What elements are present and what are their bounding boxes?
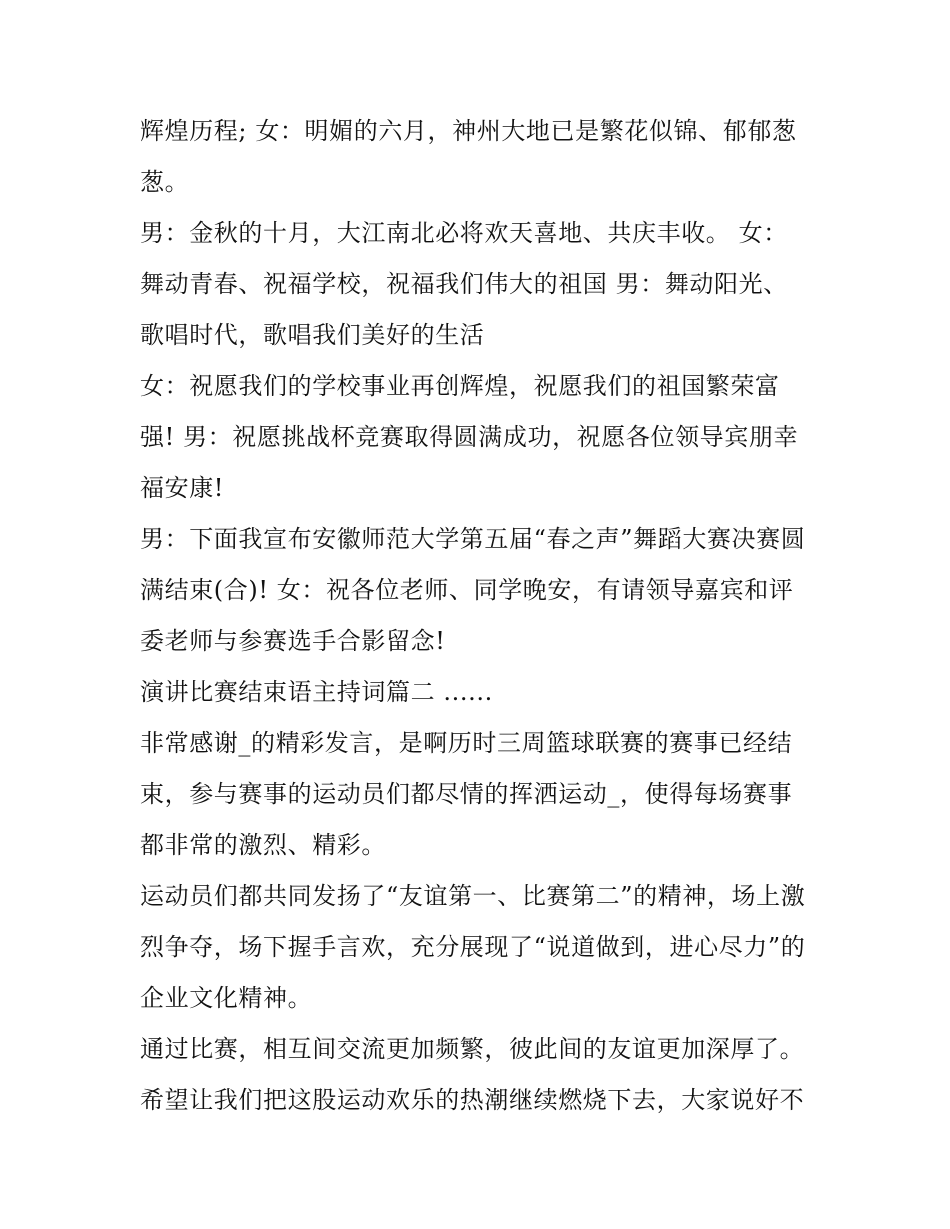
text-line: 通过比赛，相互间交流更加频繁，彼此间的友谊更加深厚了。 [140, 1035, 805, 1063]
text-line: 满结束(合)! 女：祝各位老师、同学晚安，有请领导嘉宾和评 [140, 576, 794, 604]
text-line: 歌唱时代，歌唱我们美好的生活 [140, 321, 485, 349]
text-line: 企业文化精神。 [140, 984, 313, 1012]
text-line: 女：祝愿我们的学校事业再创辉煌，祝愿我们的祖国繁荣富 [140, 372, 780, 400]
text-line: 舞动青春、祝福学校，祝福我们伟大的祖国 男：舞动阳光、 [140, 270, 788, 298]
text-line: 葱。 [140, 168, 190, 196]
document-body [140, 106, 830, 1126]
text-line: 希望让我们把这股运动欢乐的热潮继续燃烧下去，大家说好不 [140, 1086, 805, 1114]
text-line: 辉煌历程; 女：明媚的六月，神州大地已是繁花似锦、郁郁葱 [140, 117, 797, 145]
text-line: 束，参与赛事的运动员们都尽情的挥洒运动_，使得每场赛事 [140, 780, 793, 808]
text-line: 福安康! [140, 474, 225, 502]
text-line: 强! 男：祝愿挑战杯竞赛取得圆满成功，祝愿各位领导宾朋幸 [140, 423, 799, 451]
text-line: 运动员们都共同发扬了“友谊第一、比赛第二”的精神，场上激 [140, 882, 806, 910]
text-line: 烈争夺，场下握手言欢，充分展现了“说道做到，进心尽力”的 [140, 933, 806, 961]
text-line: 委老师与参赛选手合影留念! [140, 627, 446, 655]
text-line: 都非常的激烈、精彩。 [140, 831, 386, 859]
section-heading: 演讲比赛结束语主持词篇二 ...... [140, 678, 493, 706]
text-line: 男：下面我宣布安徽师范大学第五届“春之声”舞蹈大赛决赛圆 [140, 525, 806, 553]
text-line: 非常感谢_的精彩发言，是啊历时三周篮球联赛的赛事已经结 [140, 729, 793, 757]
text-line: 男：金秋的十月，大江南北必将欢天喜地、共庆丰收。 女： [140, 219, 788, 247]
